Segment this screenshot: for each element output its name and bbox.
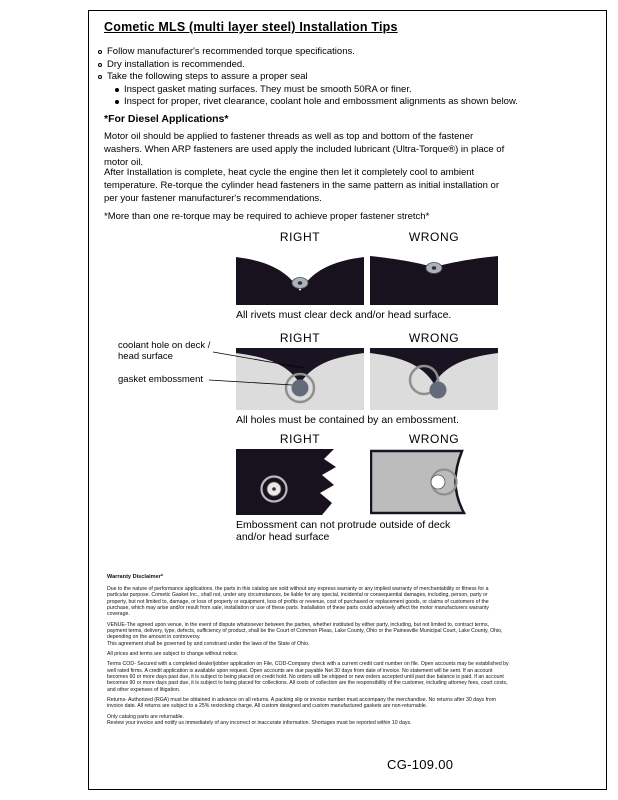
- callout-pointer-lines: [208, 342, 308, 392]
- legal-paragraph: VENUE-The agreed upon venue, in the event of dispute whatsoever between the parties, whether instituted by either party, including, but not limited to, contract terms, payment terms, delivery, type, defects, sufficiency of product, shall be the Court of Common Pleas, Lake County, Ohio or the Painesville Municipal Court, Lake County, Ohio, depending on the amount in controversy.: [107, 621, 503, 641]
- rivet-clearance-wrong-image: [370, 247, 498, 305]
- list-item: [115, 84, 518, 97]
- diagram-caption: All holes must be contained by an embossment.: [236, 414, 459, 426]
- legal-paragraph: Terms COD- Secured with a completed dealer/jobber application on File, COD-Company check with a current credit card number on file. Open accounts may be established by well rated firms. A credit application is available upon request. Open accounts are due payable Net 30 days from date of invoice. No statement will be sent. If an account becomes 60 or more days past due, it is subject to being placed on credit hold. No orders will be shipped or new orders accepted until past due balance is paid. If an account becomes 90 or more days past due, it is subject to being placed for collections. All costs of collection are the responsibility of the customer, including attorney fees, court costs, and other expenses of litigation.: [107, 661, 509, 693]
- wrong-label: WRONG: [408, 432, 460, 446]
- wrong-label: WRONG: [408, 331, 460, 345]
- circle-bullet-icon: [98, 63, 102, 67]
- coolant-hole-callout: coolant hole on deck / head surface: [118, 340, 211, 362]
- circle-bullet-icon: [98, 75, 102, 79]
- list-item: [115, 96, 518, 109]
- diagram-row-rivets: [236, 230, 498, 321]
- legal-paragraph: Only catalog parts are returnable.: [107, 713, 184, 720]
- circle-bullet-icon: [98, 50, 102, 54]
- list-item-text: Inspect gasket mating surfaces. They must be smooth 50RA or finer.: [124, 83, 412, 95]
- legal-paragraph: All prices and terms are subject to change without notice.: [107, 650, 239, 657]
- list-item-text: Take the following steps to assure a proper seal: [107, 71, 308, 82]
- list-item: [98, 46, 518, 59]
- legal-paragraph: Returns- Authorized (RGA) must be obtained in advance on all returns. A packing slip or invoice number must accompany the merchandise. No returns after 30 days from invoice date. All returns are subject to a 25% restocking charge. All custom designed and custom manufactured gaskets are non-returnable.: [107, 696, 496, 710]
- legal-paragraph: This agreement shall be governed by and construed under the laws of the State of Ohio.: [107, 640, 310, 647]
- diagram-caption: All rivets must clear deck and/or head surface.: [236, 309, 452, 321]
- wrong-label: WRONG: [408, 230, 460, 244]
- right-label: RIGHT: [279, 230, 321, 244]
- protrusion-right-image: [236, 449, 364, 515]
- rivet-clearance-right-image: [236, 247, 364, 305]
- legal-paragraph: Due to the nature of performance applications, the parts in this catalog are sold without any express warranty or any implied warranty of merchantability or fitness for a particular purpose. Cometic Gasket Inc., shall not, under any circumstances, be liable for any special, incidental or consequential damages, including, person, party or property, but not limited to, damage, or loss of property or equipment, loss of profits or revenue, cost of purchased or replacement goods, or claims of customers of the purchase, which may arise and/or result from sale, installation or use of these parts. Installation of these parts could adversely affect the motor manufacturers warranty coverage.: [107, 585, 489, 618]
- list-item-text: Dry installation is recommended.: [107, 58, 245, 70]
- page-code: CG-109.00: [387, 757, 454, 772]
- list-item: [98, 59, 518, 72]
- diesel-paragraph-2: After Installation is complete, heat cycle the engine then let it completely cool to ambient temperature. Re-torque the cylinder head fasteners in the same pattern as initial installation or per your fastener manufacturer's recommendations.: [104, 167, 499, 204]
- diagram-row-protrusion: [236, 432, 498, 543]
- list-item-text: Follow manufacturer's recommended torque specifications.: [107, 46, 355, 57]
- diagram-caption: Embossment can not protrude outside of deck and/or head surface: [236, 519, 451, 543]
- legal-fine-print: [107, 574, 509, 730]
- protrusion-wrong-image: [370, 449, 498, 515]
- diesel-paragraph-1: Motor oil should be applied to fastener threads as well as top and bottom of the fastener washers. When ARP fasteners are used apply the included lubricant (Ultra-Torque®) in place of motor oil.: [104, 131, 505, 168]
- diesel-applications-heading: *For Diesel Applications*: [104, 113, 229, 125]
- retorque-note: *More than one re-torque may be required to achieve proper fastener stretch*: [104, 211, 430, 222]
- right-label: RIGHT: [279, 432, 321, 446]
- page-title: Cometic MLS (multi layer steel) Installation Tips: [104, 20, 398, 34]
- installation-tips-list: [98, 46, 518, 109]
- legal-paragraph: Review your invoice and notify us immediately of any incorrect or inaccurate information. Shortages must be reported within 10 days.: [107, 720, 412, 726]
- right-label: RIGHT: [279, 331, 321, 345]
- list-item-text: Inspect for proper, rivet clearance, coolant hole and embossment alignments as shown below.: [124, 96, 518, 107]
- dot-bullet-icon: [115, 88, 119, 92]
- list-item: [98, 71, 518, 84]
- warranty-disclaimer-heading: Warranty Disclaimer*: [107, 574, 164, 580]
- dot-bullet-icon: [115, 100, 119, 104]
- gasket-embossment-callout: gasket embossment: [118, 374, 204, 385]
- coolant-hole-wrong-image: [370, 348, 498, 410]
